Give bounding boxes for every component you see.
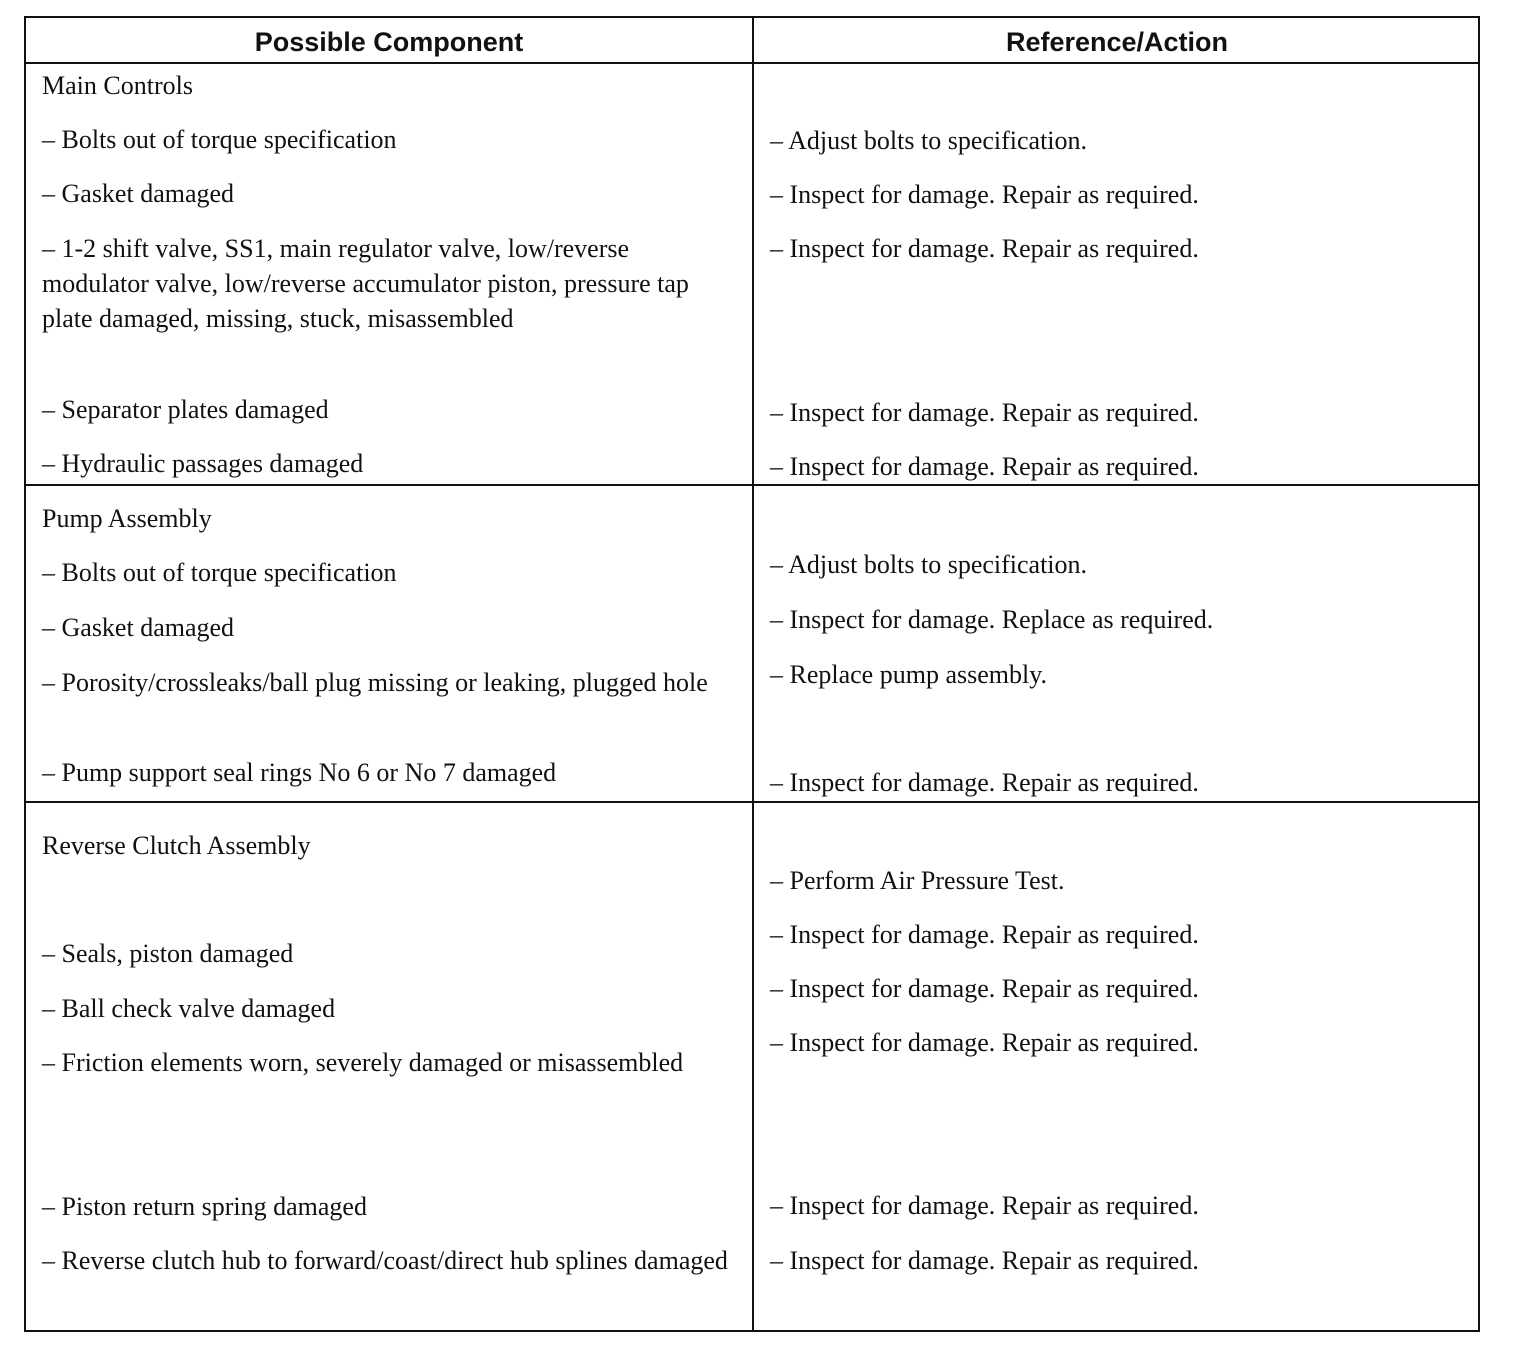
action-cell: – Inspect for damage. Repair as required.	[770, 452, 1199, 481]
action-cell: – Inspect for damage. Replace as required.	[770, 605, 1214, 634]
section-divider	[26, 801, 1478, 803]
component-cell: – 1-2 shift valve, SS1, main regulator valve, low/reverse modulator valve, low/reverse accumulator piston, pressure tap plate damaged, missing, stuck, misassembled	[42, 234, 689, 333]
action-cell: – Inspect for damage. Repair as required.	[770, 920, 1199, 949]
header-reference-action: Reference/Action	[1005, 27, 1229, 57]
action-cell: – Inspect for damage. Repair as required.	[770, 398, 1199, 427]
component-cell: – Porosity/crossleaks/ball plug missing or leaking, plugged hole	[42, 668, 708, 697]
action-cell: – Adjust bolts to specification.	[770, 126, 1088, 155]
component-cell: – Friction elements worn, severely damaged or misassembled	[42, 1048, 684, 1077]
header-divider	[26, 62, 1478, 64]
header-possible-component: Possible Component	[254, 27, 524, 57]
component-cell: – Bolts out of torque specification	[42, 558, 397, 587]
section-title-main-controls: Main Controls	[42, 71, 193, 100]
action-cell: – Replace pump assembly.	[770, 660, 1048, 689]
action-cell: – Inspect for damage. Repair as required.	[770, 768, 1199, 797]
component-cell: – Ball check valve damaged	[42, 994, 336, 1023]
component-cell: – Hydraulic passages damaged	[42, 449, 364, 478]
section-divider	[26, 484, 1478, 486]
action-cell: – Inspect for damage. Repair as required.	[770, 1028, 1199, 1057]
action-cell: – Inspect for damage. Repair as required.	[770, 1246, 1199, 1275]
component-cell: – Gasket damaged	[42, 179, 235, 208]
action-cell: – Inspect for damage. Repair as required.	[770, 180, 1199, 209]
action-cell: – Inspect for damage. Repair as required.	[770, 974, 1199, 1003]
section-title-pump-assembly: Pump Assembly	[42, 504, 212, 533]
component-cell: – Bolts out of torque specification	[42, 125, 397, 154]
action-cell: – Inspect for damage. Repair as required.	[770, 234, 1199, 263]
component-cell: – Gasket damaged	[42, 613, 235, 642]
component-cell: – Piston return spring damaged	[42, 1192, 367, 1221]
component-cell: – Pump support seal rings No 6 or No 7 damaged	[42, 758, 557, 787]
column-divider	[752, 18, 754, 1330]
component-cell: – Seals, piston damaged	[42, 939, 294, 968]
component-cell: – Reverse clutch hub to forward/coast/direct hub splines damaged	[42, 1246, 728, 1275]
section-title-reverse-clutch-assembly: Reverse Clutch Assembly	[42, 831, 311, 860]
action-cell: – Inspect for damage. Repair as required.	[770, 1191, 1199, 1220]
action-cell: – Perform Air Pressure Test.	[770, 866, 1065, 895]
diagnosis-table	[24, 16, 1480, 1332]
component-cell: – Separator plates damaged	[42, 395, 329, 424]
action-cell: – Adjust bolts to specification.	[770, 550, 1088, 579]
